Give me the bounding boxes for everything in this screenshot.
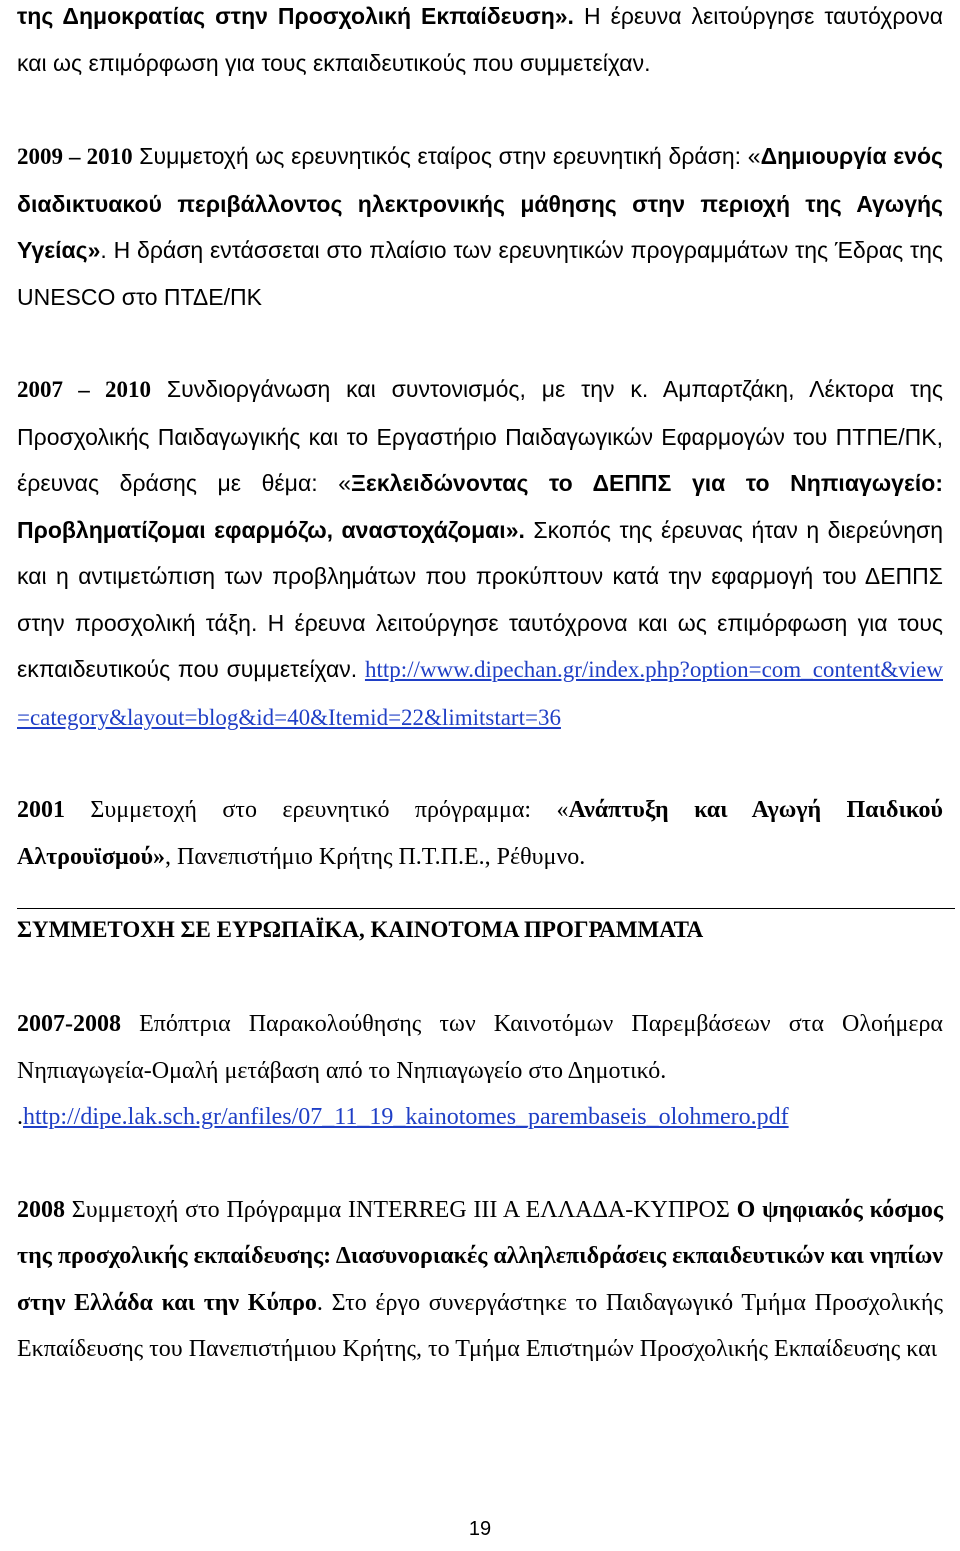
document-page [17,0,943,1373]
entry-year: 2009 – 2010 [17,144,133,169]
entry-year: 2007-2008 [17,1011,121,1037]
spacer [17,86,943,132]
entry-2007-2008 [17,1001,943,1141]
entry-text: Επόπτρια Παρακολούθησης των Καινοτόμων Παρεμβάσεων στα Ολοήμερα Νηπιαγωγεία-Ομαλή μετάβαση από το Νηπιαγωγείο στο Δημοτικό. [17,1011,943,1084]
spacer [17,320,943,366]
page-number: 19 [468,1518,492,1540]
entry-title: Δημιουργία ενός διαδικτυακού περιβάλλοντος ηλεκτρονικής μάθησης στην περιοχή της Αγωγής Υγείας» [17,143,944,263]
link-prefix: . [17,1104,23,1130]
spacer [17,1141,943,1187]
entry-intro: Συμμετοχή στο ερευνητικό πρόγραμμα: « [65,797,569,823]
entry-intro: Συμμετοχή στο Πρόγραμμα INTERREG III A ΕΛΛΑΔΑ-ΚΥΠΡΟΣ [65,1196,737,1223]
bold-title-end: της Δημοκρατίας στην Προσχολική Εκπαίδευση». [17,3,574,29]
dipe-lak-link[interactable]: http://dipe.lak.sch.gr/anfiles/07_11_19_kainotomes_parembaseis_olohmero.pdf [23,1104,789,1130]
entry-year: 2008 [17,1196,65,1223]
entry-text: . Στο έργο συνεργάστηκε το Παιδαγωγικό Τμήμα Προσχολικής Εκπαίδευσης του Πανεπιστήμιου Κρήτης, το Τμήμα Επιστημών Προσχολικής Εκπαίδευσης και [17,1289,943,1362]
dipechan-link[interactable]: http://www.dipechan.gr/index.php?option=com_content&view=category&layout=blog&id=40&Itemid=22&limitstart=36 [17,657,943,730]
entry-year: 2001 [17,797,65,823]
entry-2009-2010 [17,133,943,320]
entry-year: 2007 – 2010 [17,377,152,402]
entry-title: Ο ψηφιακός κόσμος της προσχολικής εκπαίδευσης: Διασυνοριακές αλληλεπιδράσεις εκπαιδευτικών και νηπίων στην Ελλάδα και την Κύπρο [17,1196,943,1316]
entry-title: Ανάπτυξη και Αγωγή Παιδικού Αλτρουϊσμού» [17,797,943,870]
entry-2008 [17,1187,943,1373]
spacer [17,741,943,787]
spacer [17,953,943,1001]
spacer [17,880,943,908]
entry-2007-2010 [17,366,943,741]
entry-text: . Η δράση εντάσσεται στο πλαίσιο των ερευνητικών προγραμμάτων της Έδρας της UNESCO στο ΠΤΔΕ/ΠΚ [17,237,943,310]
entry-text: Συνδιοργάνωση και συντονισμός, με την κ. Αμπαρτζάκη, Λέκτορα της Προσχολικής Παιδαγωγικής και το Εργαστήριο Παιδαγωγικών Εφαρμογών του ΠΤΠΕ/ΠΚ, έρευνας δράσης με θέμα: « [17,376,944,496]
paragraph-continuation [17,0,943,86]
entry-text: , Πανεπιστήμιο Κρήτης Π.Τ.Π.Ε., Ρέθυμνο. [165,843,586,870]
entry-2001 [17,787,943,880]
section-heading: ΣΥΜΜΕΤΟΧΗ ΣΕ ΕΥΡΩΠΑΪΚΑ, ΚΑΙΝΟΤΟΜΑ ΠΡΟΓΡΑΜΜΑΤΑ [17,917,704,942]
entry-intro: Συμμετοχή ως ερευνητικός εταίρος στην ερευνητική δράση: « [132,143,761,169]
entry-text: Σκοπός της έρευνας ήταν η διερεύνηση και η αντιμετώπιση των προβλημάτων που προκύπτουν κατά την εφαρμογή του ΔΕΠΠΣ στην προσχολική τάξη. Η έρευνα λειτούργησε ταυτόχρονα και ως επιμόρφωση για τους εκπαιδευτικούς που συμμετείχαν. [17,516,943,682]
paragraph-text: Η έρευνα λειτούργησε ταυτόχρονα και ως επιμόρφωση για τους εκπαιδευτικούς που συμμετείχαν. [17,3,943,76]
entry-title: Ξεκλειδώνοντας το ΔΕΠΠΣ για το Νηπιαγωγείο: Προβληματίζομαι εφαρμόζω, αναστοχάζομαι». [17,470,943,543]
